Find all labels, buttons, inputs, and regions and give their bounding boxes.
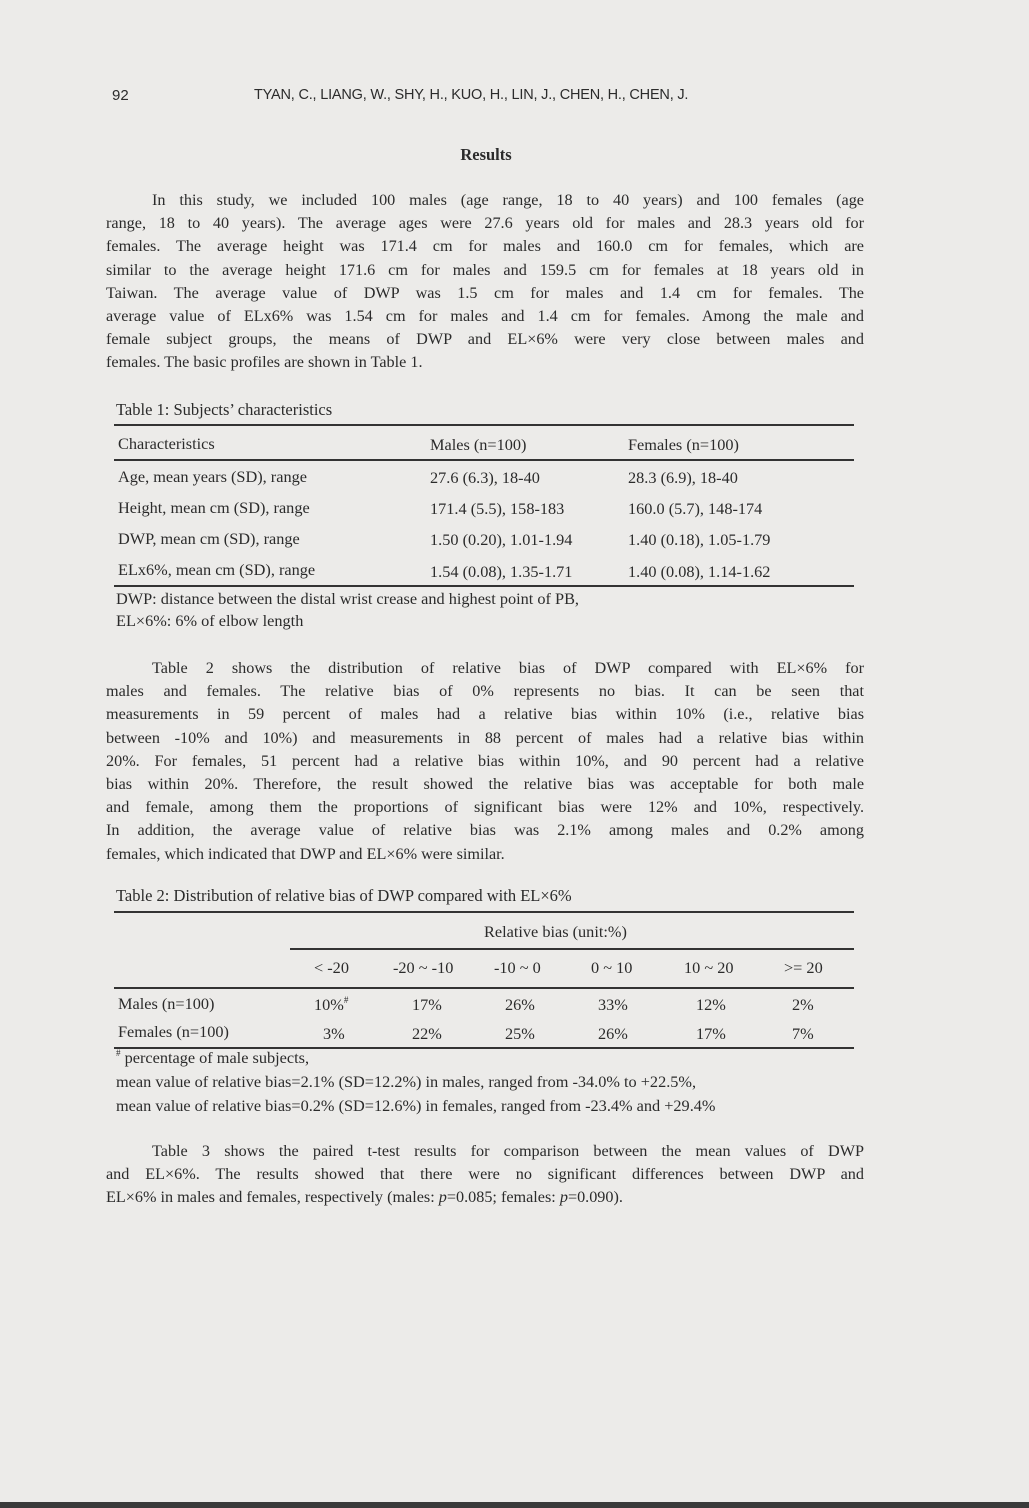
table-cell: 17% (696, 1024, 726, 1043)
paragraph-line: 20%. For females, 51 percent had a relative bias within 10%, and 90 percent had a relative (106, 751, 864, 770)
scan-edge (0, 1502, 1029, 1508)
paragraph-line: measurements in 59 percent of males had a relative bias within 10% (i.e., relative bias (106, 705, 864, 724)
paragraph-1 (106, 189, 864, 375)
paragraph-line: Taiwan. The average value of DWP was 1.5 cm for males and 1.4 cm for females. The (106, 283, 864, 302)
paragraph-line: and female, among them the proportions of significant bias were 12% and 10%, respectively. (106, 798, 864, 817)
table-note: # percentage of male subjects, (116, 1047, 310, 1067)
table-cell: Age, mean years (SD), range (118, 467, 307, 486)
table-note: EL×6%: 6% of elbow length (116, 611, 304, 630)
footnote-mark: # (343, 994, 349, 1005)
table-cell: 28.3 (6.9), 18-40 (628, 468, 738, 487)
table-note: mean value of relative bias=0.2% (SD=12.6%) in females, ranged from -23.4% and +29.4% (116, 1096, 716, 1115)
table-header-cell: Females (n=100) (628, 435, 739, 454)
table-cell: Height, mean cm (SD), range (118, 498, 310, 517)
table-cell: 1.40 (0.08), 1.14-1.62 (628, 562, 771, 581)
table-cell: 171.4 (5.5), 158-183 (430, 499, 565, 518)
table-cell: 1.50 (0.20), 1.01-1.94 (430, 530, 573, 549)
paragraph-line: similar to the average height 171.6 cm for males and 159.5 cm for females at 18 years old in (106, 260, 864, 279)
table-cell: 10%# (314, 994, 349, 1014)
table-cell: ELx6%, mean cm (SD), range (118, 560, 316, 579)
table-header-cell: < -20 (314, 958, 349, 977)
paragraph-line: Table 2 shows the distribution of relative bias of DWP compared with EL×6% for (152, 659, 864, 677)
paragraph-line: and EL×6%. The results showed that there were no significant differences between DWP and (106, 1165, 864, 1184)
table-cell: 17% (412, 995, 442, 1014)
paragraph-line: females. The average height was 171.4 cm for males and 160.0 cm for females, which are (106, 237, 864, 256)
paragraph-line: between -10% and 10%) and measurements in 88 percent of males had a relative bias within (106, 728, 864, 747)
table-header-cell: 10 ~ 20 (684, 958, 734, 977)
table-header-cell: 0 ~ 10 (591, 958, 633, 977)
table-cell: 26% (598, 1024, 628, 1043)
table-rule-header (114, 459, 854, 461)
table-header-cell: -20 ~ -10 (393, 958, 454, 977)
table-cell: 22% (412, 1024, 442, 1043)
table-1-caption: Table 1: Subjects’ characteristics (116, 400, 333, 419)
paragraph-line: In addition, the average value of relative bias was 2.1% among males and 0.2% among (106, 821, 864, 840)
table-cell: 2% (792, 995, 814, 1014)
table-cell: 27.6 (6.3), 18-40 (430, 468, 540, 487)
paragraph-line: males and females. The relative bias of 0% represents no bias. It can be seen that (106, 682, 864, 701)
table-cell: 160.0 (5.7), 148-174 (628, 499, 763, 518)
table-group-header: Relative bias (unit:%) (484, 922, 627, 941)
table-header-cell: >= 20 (784, 958, 823, 977)
table-header-cell: Characteristics (118, 434, 215, 453)
table-rule-bottom (114, 585, 854, 587)
table-rule-top (114, 424, 854, 426)
table-rule-group (290, 948, 854, 950)
table-note: DWP: distance between the distal wrist crease and highest point of PB, (116, 589, 580, 608)
table-rule-header (114, 987, 854, 989)
paragraph-line: females. The basic profiles are shown in Table 1. (106, 353, 423, 372)
paragraph-line: females, which indicated that DWP and EL×6% were similar. (106, 844, 505, 863)
table-rule-top (114, 911, 854, 913)
paragraph-line: average value of ELx6% was 1.54 cm for males and 1.4 cm for females. Among the male and (106, 307, 864, 326)
paragraph-line: female subject groups, the means of DWP and EL×6% were very close between males and (106, 330, 864, 349)
table-cell: 12% (696, 995, 726, 1014)
paragraph-line: EL×6% in males and females, respectively (males: p=0.085; females: p=0.090). (106, 1188, 623, 1207)
table-cell: 26% (505, 995, 535, 1014)
page-number: 92 (112, 87, 129, 104)
table-row-label: Females (n=100) (118, 1022, 229, 1041)
table-cell: 3% (323, 1024, 345, 1043)
footnote-mark: # (116, 1047, 121, 1058)
table-cell: 25% (505, 1024, 535, 1043)
paragraph-2 (106, 657, 864, 866)
table-cell: 1.54 (0.08), 1.35-1.71 (430, 562, 573, 581)
table-note: mean value of relative bias=2.1% (SD=12.2%) in males, ranged from -34.0% to +22.5%, (116, 1072, 697, 1091)
paragraph-line: bias within 20%. Therefore, the result showed the relative bias was acceptable for both male (106, 775, 864, 794)
paragraph-line: Table 3 shows the paired t-test results for comparison between the mean values of DWP (152, 1142, 864, 1160)
table-cell: 7% (792, 1024, 814, 1043)
section-heading: Results (460, 145, 512, 164)
table-cell: 1.40 (0.18), 1.05-1.79 (628, 530, 771, 549)
table-row-label: Males (n=100) (118, 994, 215, 1013)
table-cell: DWP, mean cm (SD), range (118, 529, 300, 548)
table-2-caption: Table 2: Distribution of relative bias of DWP compared with EL×6% (116, 886, 572, 905)
paragraph-3 (106, 1140, 864, 1210)
table-header-cell: Males (n=100) (430, 435, 527, 454)
table-cell: 33% (598, 995, 628, 1014)
paragraph-line: range, 18 to 40 years). The average ages were 27.6 years old for males and 28.3 years old for (106, 214, 864, 233)
table-header-cell: -10 ~ 0 (494, 958, 541, 977)
paragraph-line: In this study, we included 100 males (age range, 18 to 40 years) and 100 females (age (152, 191, 864, 209)
running-head: TYAN, C., LIANG, W., SHY, H., KUO, H., LIN, J., CHEN, H., CHEN, J. (254, 87, 689, 103)
page-header (112, 87, 872, 109)
